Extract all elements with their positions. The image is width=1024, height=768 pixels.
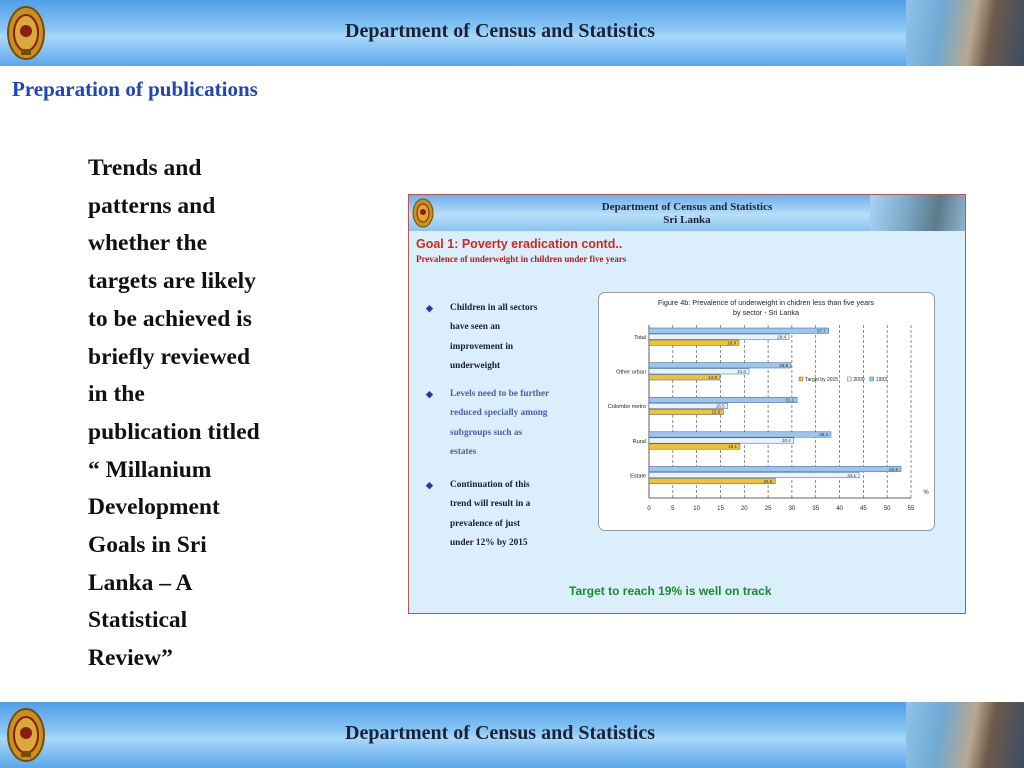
chart [599,293,934,530]
body-line: briefly reviewed [88,343,251,370]
x-tick-label: 15 [717,506,724,512]
bar [649,369,749,374]
x-tick-label: 30 [788,506,796,512]
data-label: 29.4 [777,334,787,340]
data-label: 16.5 [715,403,725,409]
bar [649,397,797,402]
bullet-line: reduced specially among [450,408,548,419]
bar [649,444,740,449]
data-label: 21.0 [737,369,747,374]
data-label: 18.9 [727,340,737,346]
body-line: patterns and [88,192,216,219]
bullet-line: Children in all sectors [450,303,538,313]
body-line: Trends and [88,155,202,181]
body-line: in the [88,381,145,408]
goal-subtitle: Prevalence of underweight in children under five years [416,254,627,264]
bar [649,432,831,437]
header-title: Department of Census and Statistics [345,20,655,42]
data-label: 38.2 [819,432,828,438]
category-label: Other urban [616,369,646,376]
body-line: to be achieved is [88,305,252,332]
x-tick-label: 5 [671,506,675,512]
x-tick-label: 45 [860,506,867,512]
bullet-icon: ◆ [426,480,433,490]
chart-title: Figure 4b: Prevalence of underweight in chidren less than five years [657,298,875,307]
legend-label: Target by 2015 [805,377,839,383]
data-label: 52.9 [889,466,898,472]
footer-banner [0,702,1024,768]
data-label: 30.4 [782,438,791,444]
bar [649,340,739,345]
bar [649,334,789,339]
target-note: Target to reach 19% is well on track [569,584,772,598]
inset-slide [408,194,966,614]
x-tick-label: 0 [647,506,651,512]
x-tick-label: 25 [764,506,772,512]
body-text [88,150,303,678]
inset-header-title: Department of Census and Statistics [601,201,773,213]
bar [649,478,775,483]
data-label: 29.8 [779,363,788,368]
data-label: 31.1 [785,397,795,403]
data-label: 14.9 [708,375,717,380]
bullet-line: Continuation of this [450,480,530,490]
inset-header-photo [870,195,965,231]
bullet-line: underweight [450,360,501,371]
bar [649,363,791,368]
body-line: Review” [88,645,173,672]
inset-header-banner [409,195,965,231]
body-line: Goals in Sri [88,532,207,559]
legend-label: 2000 [853,377,865,383]
bullet-line: trend will result in a [450,499,531,510]
data-label: 19.1 [728,444,737,450]
bullet-line: improvement in [450,341,514,352]
header-photo [906,0,1024,66]
data-label: 26.5 [763,478,773,484]
body-line: Development [88,494,220,521]
category-label: Estate [630,473,646,480]
body-line: “ Millanium [88,456,212,483]
chart-subtitle: by sector - Sri Lanka [733,308,799,317]
category-label: Colombo metro [607,404,646,411]
goal-title: Goal 1: Poverty eradication contd.. [416,237,623,251]
inset-header-subtitle: Sri Lanka [663,214,711,226]
x-tick-label: 10 [693,506,700,512]
body-line: targets are likely [88,268,256,295]
bar [649,466,901,471]
footer-photo [906,702,1024,768]
bar [649,328,829,333]
data-label: 44.1 [847,472,857,478]
bullet-icon: ◆ [426,303,433,313]
category-label: Rural [632,438,646,445]
page-title: Preparation of publications [12,77,258,101]
x-axis-label: % [923,490,929,496]
data-label: 37.7 [816,328,826,334]
bullet-line: prevalence of just [450,518,521,529]
bullet-line: Levels need to be further [450,389,550,399]
chart-panel [598,292,935,531]
bullet-line: have seen an [450,322,501,333]
body-line: whether the [88,230,208,257]
bullet-line: estates [450,446,477,457]
footer-title: Department of Census and Statistics [345,722,655,744]
x-tick-label: 40 [836,506,843,512]
legend-swatch [799,377,803,381]
x-tick-label: 35 [812,506,820,512]
x-tick-label: 55 [907,506,915,512]
bar [649,472,859,477]
legend-swatch [870,377,874,381]
body-line: Statistical [88,607,188,634]
bar [649,438,794,443]
x-tick-label: 50 [883,506,891,512]
bullet-line: under 12% by 2015 [450,537,528,548]
bullet-icon: ◆ [426,389,433,399]
body-line: publication titled [88,418,260,445]
legend-swatch [847,377,851,381]
bullet-line: subgroups such as [450,427,523,438]
legend-label: 1993 [875,377,887,383]
data-label: 15.6 [711,409,721,415]
x-tick-label: 20 [740,506,748,512]
body-line: Lanka – A [88,569,193,596]
header-banner [0,0,1024,66]
category-label: Total [634,335,646,341]
